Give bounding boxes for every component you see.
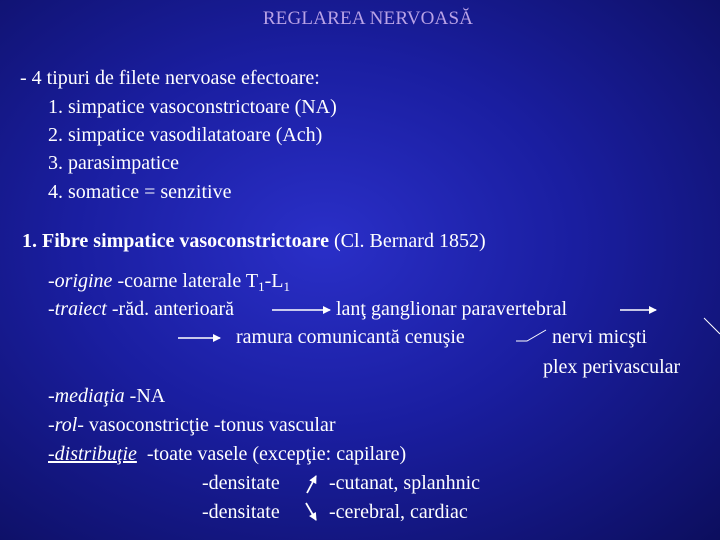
- origine-sub2: 1: [283, 279, 290, 294]
- arrow-up-right-icon: [307, 476, 316, 493]
- origine-dash: -L: [264, 270, 284, 292]
- traiect-text: -răd. anterioară: [106, 298, 235, 320]
- densitate-target-2: -cerebral, cardiac: [329, 501, 468, 523]
- list-item: 3. parasimpatice: [48, 152, 180, 174]
- list-item: 1. simpatice vasoconstrictoare (NA): [48, 96, 337, 118]
- origine-line: [48, 270, 290, 292]
- section-number: 1.: [22, 230, 37, 252]
- densitate-label-1: -densitate: [202, 472, 280, 494]
- origine-label: -origine: [48, 270, 113, 292]
- distributie-label: -distribuţie: [48, 443, 137, 465]
- traiect-line: [48, 298, 234, 320]
- mediatia-line: [48, 385, 165, 407]
- densitate-target-1: -cutanat, splanhnic: [329, 472, 481, 494]
- section-citation: (Cl. Bernard 1852): [328, 230, 486, 252]
- bracket-arrow-icon: [516, 330, 546, 341]
- rol-line: [48, 414, 336, 436]
- list-item: 2. simpatice vasodilatatoare (Ach): [48, 124, 323, 146]
- distributie-text: -toate vasele (excepţie: capilare): [136, 443, 407, 465]
- arrow-down-right-icon: [306, 503, 316, 520]
- intro-line: - 4 tipuri de filete nervoase efectoare:: [20, 67, 320, 89]
- origine-text: -coarne laterale T: [112, 270, 259, 292]
- traiect-step5: plex perivascular: [543, 356, 681, 378]
- page-title: REGLAREA NERVOASĂ: [262, 8, 474, 29]
- distributie-line: [48, 443, 406, 465]
- rol-label: -rol-: [48, 414, 84, 436]
- traiect-step4: nervi micşti: [552, 326, 647, 348]
- origine-sub1: 1: [258, 279, 265, 294]
- list-item: 4. somatice = senzitive: [48, 181, 232, 203]
- densitate-label-2: -densitate: [202, 501, 280, 523]
- traiect-step2: lanţ ganglionar paravertebral: [336, 298, 567, 320]
- mediatia-label: -mediaţia: [48, 385, 125, 407]
- mediatia-text: -NA: [124, 385, 166, 407]
- traiect-step3: ramura comunicantă cenuşie: [236, 326, 465, 348]
- traiect-label: -traiect: [48, 298, 107, 320]
- section-heading: [22, 230, 486, 252]
- rol-text: vasoconstricţie -tonus vascular: [83, 414, 336, 436]
- corner-line-icon: [704, 318, 720, 334]
- section-title: Fibre simpatice vasoconstrictoare: [42, 230, 329, 252]
